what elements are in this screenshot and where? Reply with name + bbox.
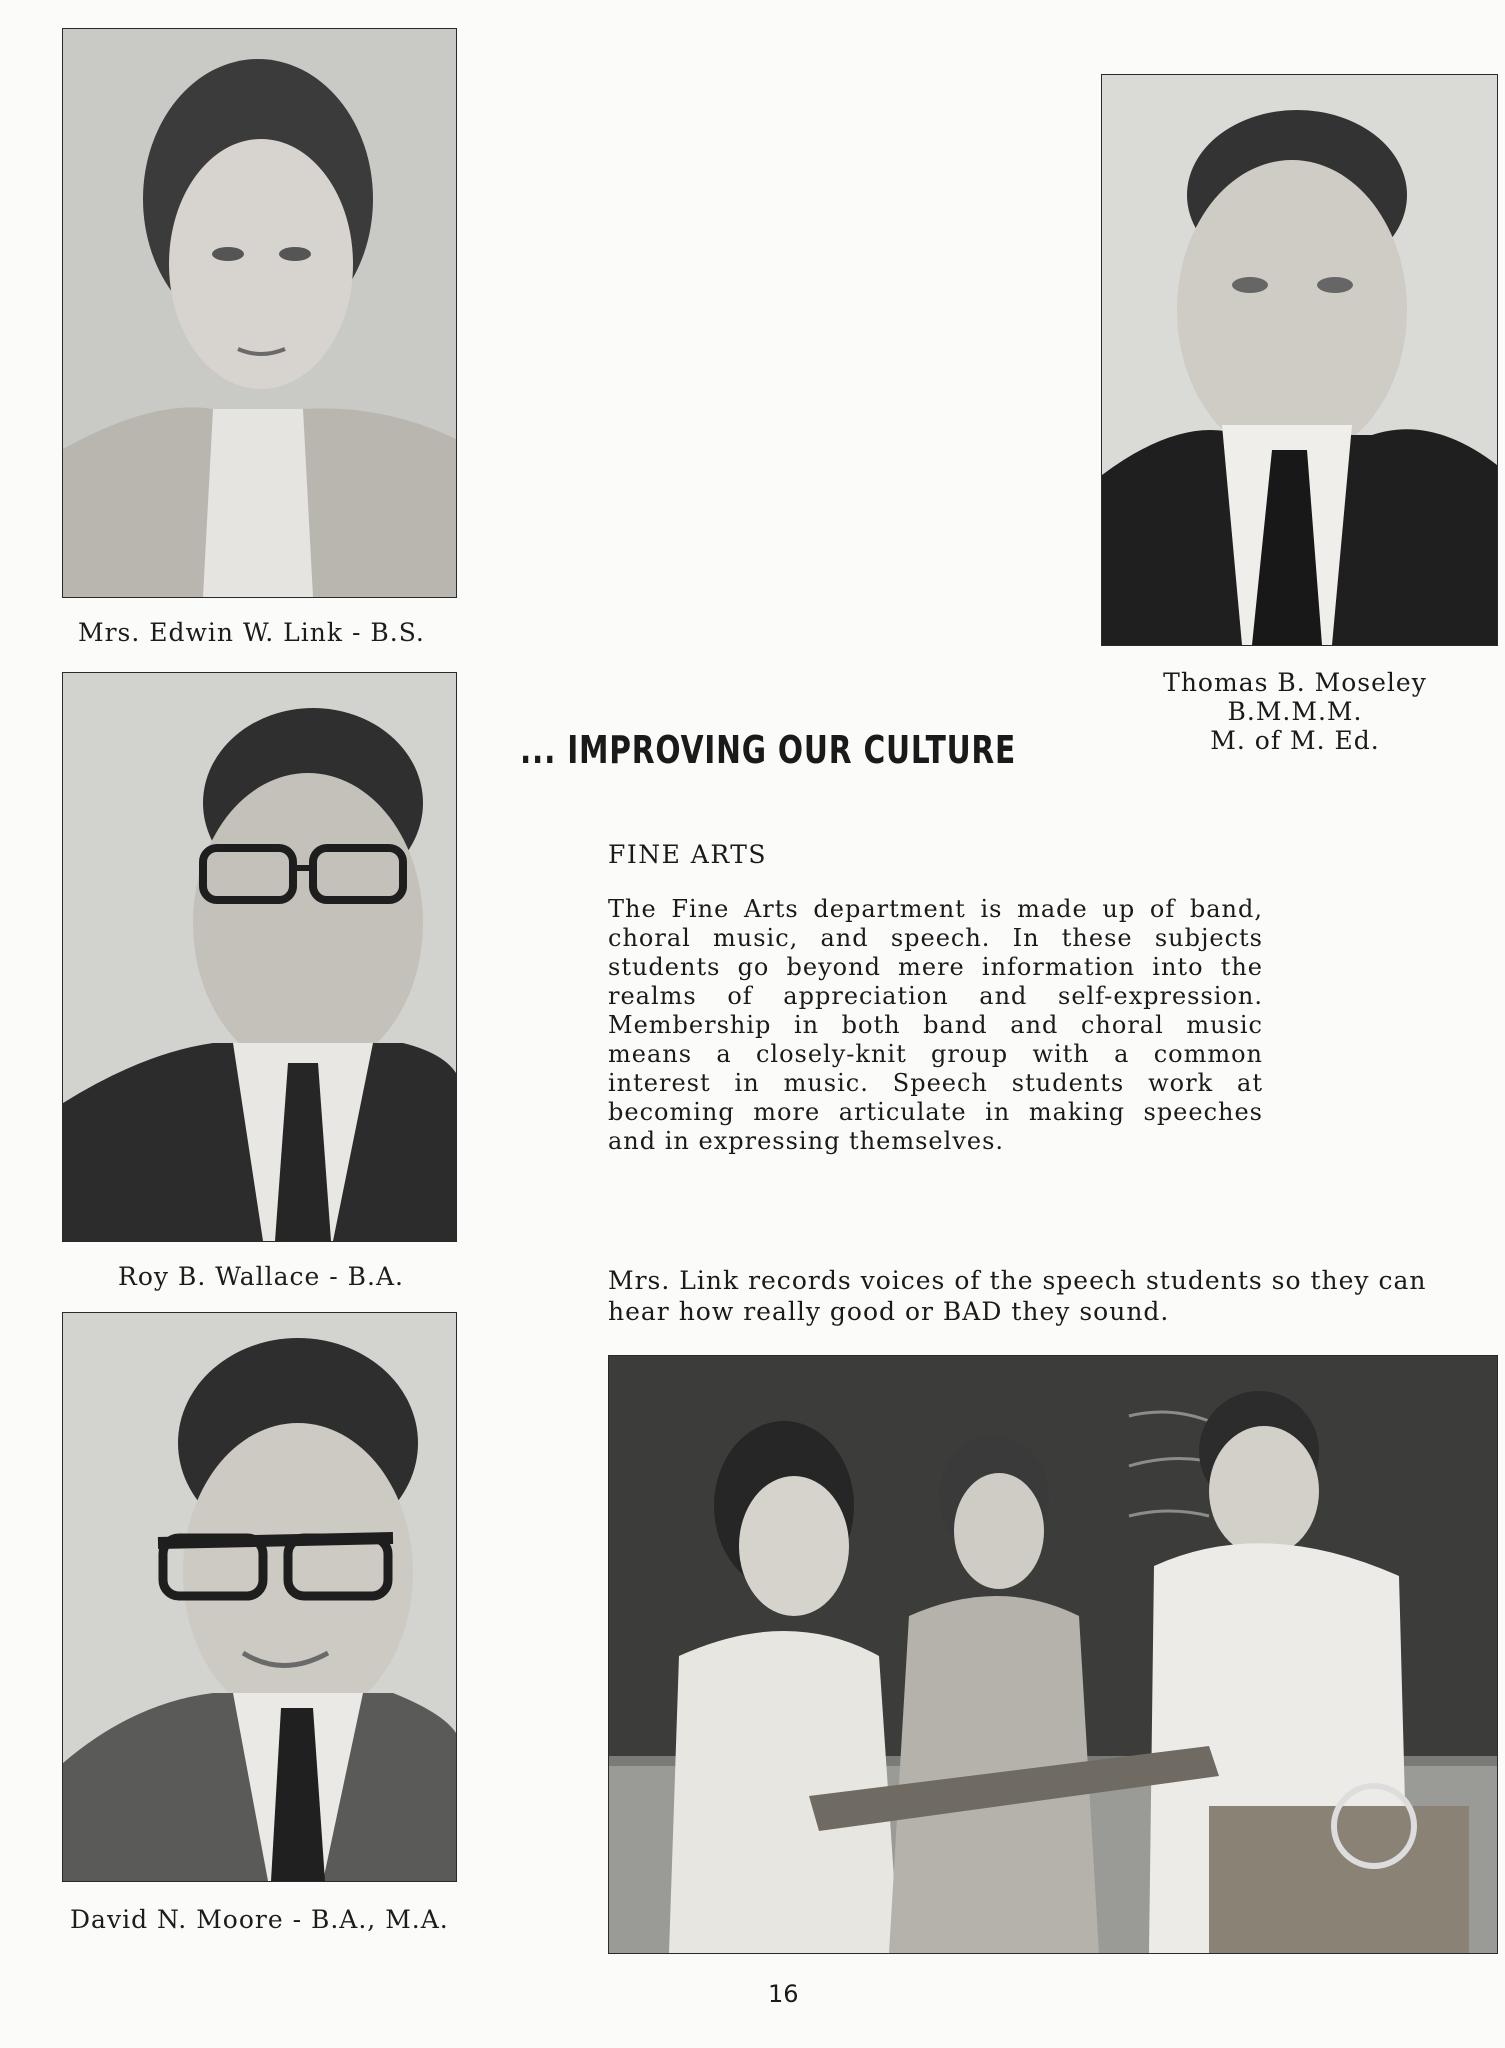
group-photo: [608, 1355, 1498, 1954]
portrait-link-caption: Mrs. Edwin W. Link - B.S.: [78, 618, 425, 647]
portrait-moseley-caption: [1140, 668, 1450, 755]
page-headline: ... IMPROVING OUR CULTURE: [520, 728, 1017, 772]
page-number: 16: [768, 1980, 799, 2008]
portrait-wallace-photo: [62, 672, 457, 1242]
portrait-moore-photo: [62, 1312, 457, 1882]
group-photo-caption: Mrs. Link records voices of the speech students so they can hear how really good or BAD they sound.: [608, 1266, 1427, 1326]
section-title: FINE ARTS: [608, 840, 768, 869]
portrait-link-photo: [62, 28, 457, 598]
section-body: The Fine Arts department is made up of band, choral music, and speech. In these subjects students go beyond mere information into the realms of appreciation and self-expression. Membership in both band and choral music means a closely-knit group with a common interest in music. Speech students work at becoming more articulate in making speeches and in expressing themselves.: [608, 895, 1263, 1155]
portrait-wallace-caption: Roy B. Wallace - B.A.: [118, 1262, 404, 1291]
moseley-name: Thomas B. Moseley: [1163, 668, 1427, 697]
moseley-degree-2: M. of M. Ed.: [1210, 726, 1380, 755]
moseley-degree-1: B.M.M.M.: [1227, 697, 1363, 726]
portrait-moseley-photo: [1101, 74, 1498, 646]
portrait-moore-caption: David N. Moore - B.A., M.A.: [70, 1905, 449, 1934]
